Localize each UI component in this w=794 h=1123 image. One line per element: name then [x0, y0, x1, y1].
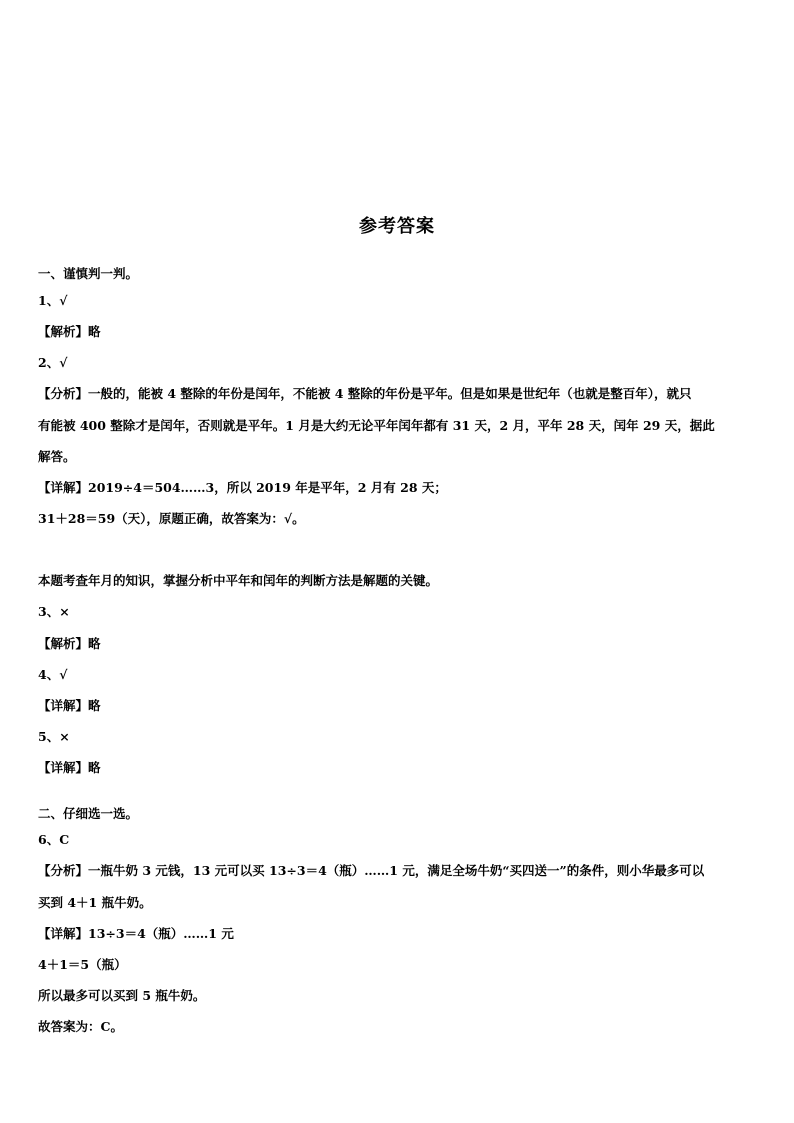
question-2-detail-line-2: 31＋28＝59（天），原题正确，故答案为：√。: [38, 511, 305, 526]
question-2-detail-line-1: 【详解】2019÷4＝504……3，所以 2019 年是平年，2 月有 28 天；: [38, 480, 447, 495]
question-4-note: 【详解】略: [38, 698, 101, 713]
question-1-answer: 1、√: [38, 293, 68, 308]
question-1-note: 【解析】略: [38, 324, 101, 339]
question-3-answer: 3、×: [38, 604, 70, 619]
question-2-analysis-line-3: 解答。: [38, 449, 76, 464]
question-6-analysis-line-1: 【分析】一瓶牛奶 3 元钱，13 元可以买 13÷3＝4（瓶）……1 元，满足全场牛奶“买四送一”的条件，则小华最多可以: [38, 863, 705, 878]
page-title: 参考答案: [359, 216, 435, 237]
question-2-analysis-line-2: 有能被 400 整除才是闰年，否则就是平年。1 月是大约无论平年闰年都有 31 天，2 月，平年 28 天，闰年 29 天，据此: [38, 418, 715, 433]
question-5-answer: 5、×: [38, 729, 70, 744]
question-3-note: 【解析】略: [38, 636, 101, 651]
question-2-analysis-line-1: 【分析】一般的，能被 4 整除的年份是闰年，不能被 4 整除的年份是平年。但是如果是世纪年（也就是整百年），就只: [38, 386, 692, 401]
question-6-analysis-line-2: 买到 4＋1 瓶牛奶。: [38, 895, 152, 910]
question-6-detail-line-2: 4＋1＝5（瓶）: [38, 957, 127, 972]
question-5-note: 【详解】略: [38, 760, 101, 775]
question-2-summary: 本题考查年月的知识，掌握分析中平年和闰年的判断方法是解题的关键。: [38, 573, 439, 588]
question-2-answer: 2、√: [38, 355, 68, 370]
question-6-answer: 6、C: [38, 832, 70, 847]
section-2-heading: 二、仔细选一选。: [38, 806, 139, 821]
question-6-detail-line-1: 【详解】13÷3＝4（瓶）……1 元: [38, 926, 234, 941]
question-6-detail-line-3: 所以最多可以买到 5 瓶牛奶。: [38, 988, 206, 1003]
section-1-heading: 一、谨慎判一判。: [38, 266, 139, 281]
question-4-answer: 4、√: [38, 667, 68, 682]
question-6-detail-line-4: 故答案为：C。: [38, 1019, 123, 1034]
